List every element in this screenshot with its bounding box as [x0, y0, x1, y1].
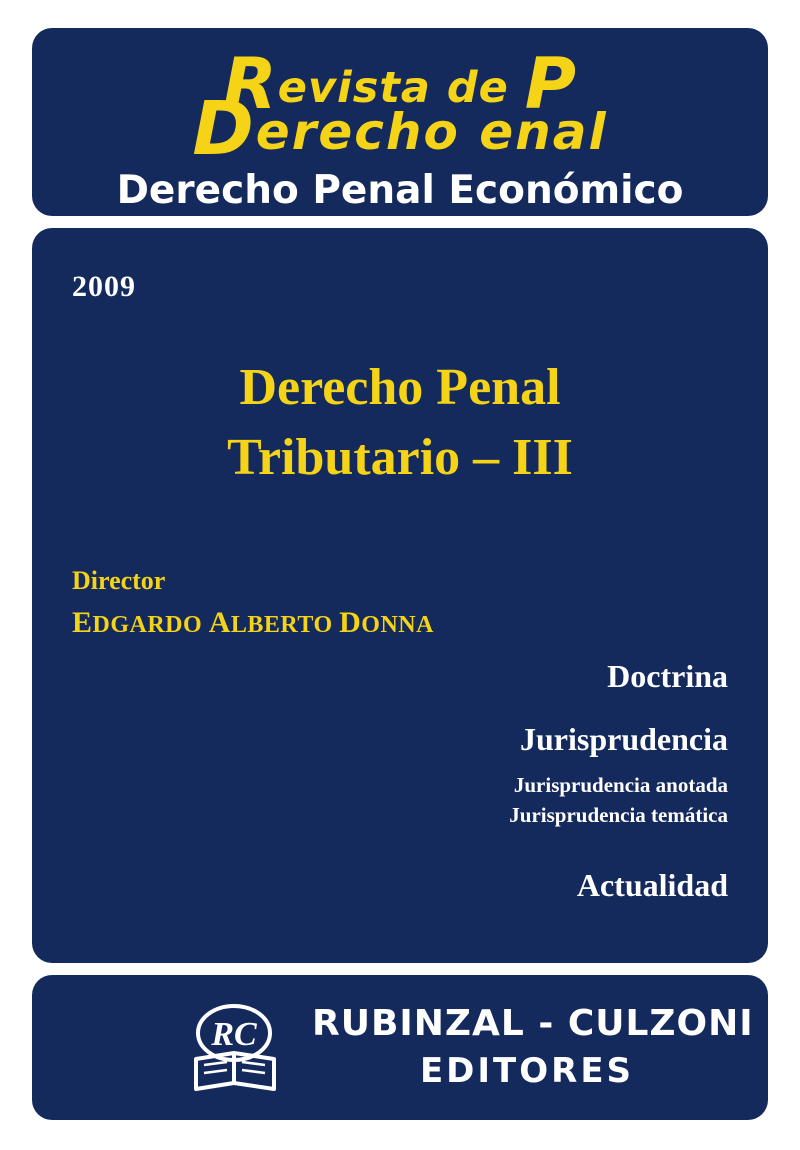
masthead-drop-cap-r: R: [222, 43, 278, 125]
director-name-initial-2: A: [208, 606, 231, 639]
publisher-logo-icon: [182, 997, 287, 1097]
section-list: [308, 658, 728, 904]
svg-text:RC: RC: [211, 1016, 257, 1053]
director-label: Director: [72, 566, 166, 595]
director-name-initial: E: [72, 606, 93, 639]
director-name-initial-3: D: [339, 606, 362, 639]
masthead-panel: [32, 28, 768, 216]
director-name-part-2: LBERTO: [230, 612, 340, 638]
cover-title: [32, 353, 768, 493]
publisher-panel: [32, 975, 768, 1120]
section-jurisprudencia: Jurisprudencia: [519, 721, 728, 757]
director-name: [72, 606, 434, 640]
director-name-part-3: ONNA: [361, 612, 434, 638]
cover-title-line-1: Derecho Penal: [239, 359, 561, 416]
masthead-drop-cap-d: D: [192, 86, 256, 172]
masthead-line2-text: erecho: [255, 103, 480, 161]
masthead-subtitle: Derecho Penal Económico: [116, 168, 684, 213]
cover-title-line-2: Tributario – III: [227, 429, 573, 487]
masthead-line2-penal: enal: [479, 103, 608, 161]
section-actualidad: Actualidad: [576, 866, 728, 903]
director-name-part-1: DGARDO: [92, 612, 209, 638]
cover-main-panel: [32, 228, 768, 963]
publication-year: 2009: [72, 270, 136, 303]
section-jurisprudencia-anotada: Jurisprudencia anotada: [513, 773, 728, 797]
publisher-name: RUBINZAL - CULZONI: [312, 1003, 754, 1044]
section-jurisprudencia-tematica: Jurisprudencia temática: [509, 803, 728, 828]
publisher-subtitle: EDITORES: [419, 1051, 635, 1091]
section-doctrina: Doctrina: [607, 658, 728, 694]
masthead-line1-text: evista de: [277, 63, 525, 113]
masthead-drop-cap-p: P: [524, 43, 578, 125]
